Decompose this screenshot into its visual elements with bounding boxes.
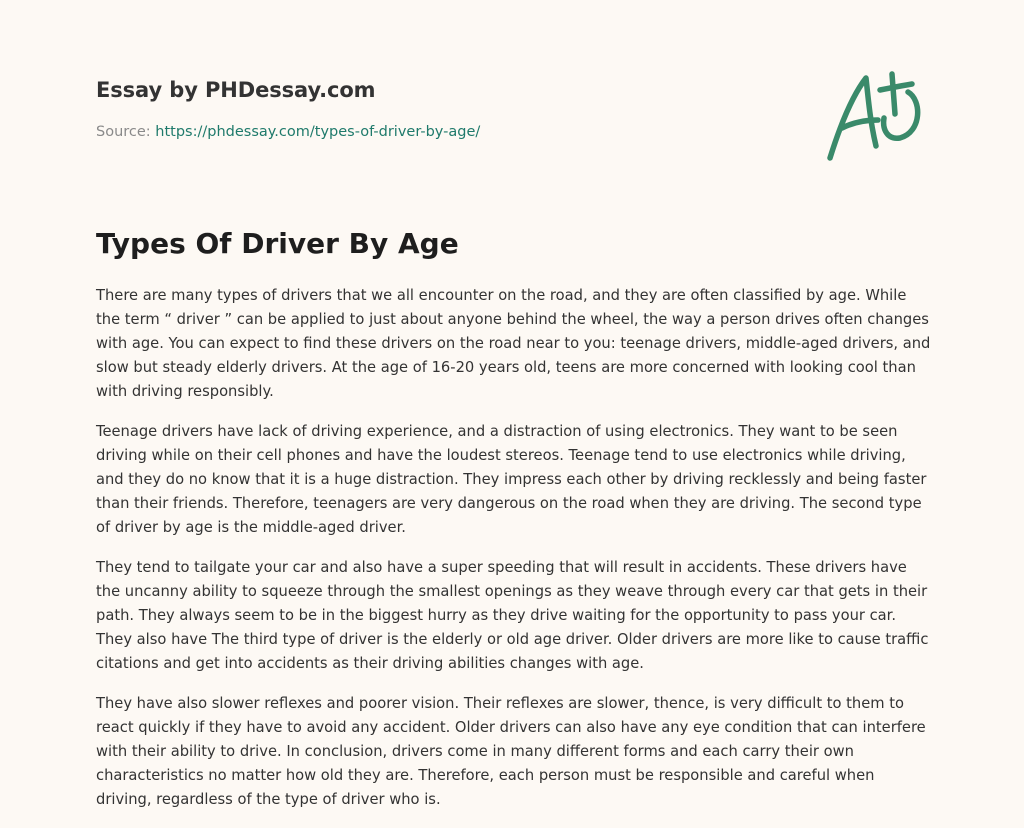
header: [96, 76, 696, 142]
essay-paragraph: They tend to tailgate your car and also have a super speeding that will result in accidents. These drivers have the uncanny ability to squeeze through the smallest openings as they weave through every car that gets in their path. They always seem to be in the biggest hurry as they drive waiting for the opportunity to pass your car. They also have The third type of driver is the elderly or old age driver. Older drivers are more like to cause traffic citations and get into accidents as their driving abilities changes with age.: [96, 559, 929, 672]
essay-body: [96, 284, 934, 828]
essay-paragraph: Teenage drivers have lack of driving experience, and a distraction of using electronics. They want to be seen driving while on their cell phones and have the loudest stereos. Teenage tend to use electronics while driving, and they do no know that it is a huge distraction. They impress each other by driving recklessly and being faster than their friends. Therefore, teenagers are very dangerous on the road when they are driving. The second type of driver by age is the middle-aged driver.: [96, 423, 927, 536]
essay-title: Types Of Driver By Age: [96, 227, 459, 260]
a-plus-logo-icon: [820, 66, 930, 166]
source-link[interactable]: https://phdessay.com/types-of-driver-by-age/: [155, 124, 481, 140]
source-label: Source:: [96, 124, 151, 140]
source-line: [96, 122, 696, 142]
a-plus-logo: [820, 66, 930, 166]
essay-paragraph: They have also slower reflexes and poorer vision. Their reflexes are slower, thence, is very difficult to them to react quickly if they have to avoid any accident. Older drivers can also have any eye condition that can interfere with their ability to drive. In conclusion, drivers come in many different forms and each carry their own characteristics no matter how old they are. Therefore, each person must be responsible and careful when driving, regardless of the type of driver who is.: [96, 695, 926, 808]
essay-paragraph: There are many types of drivers that we all encounter on the road, and they are often classified by age. While the term “ driver ” can be applied to just about anyone behind the wheel, the way a person drives often changes with age. You can expect to find these drivers on the road near to you: teenage drivers, middle-aged drivers, and slow but steady elderly drivers. At the age of 16-20 years old, teens are more concerned with looking cool than with driving responsibly.: [96, 287, 931, 400]
site-brand: Essay by PHDessay.com: [96, 78, 376, 102]
